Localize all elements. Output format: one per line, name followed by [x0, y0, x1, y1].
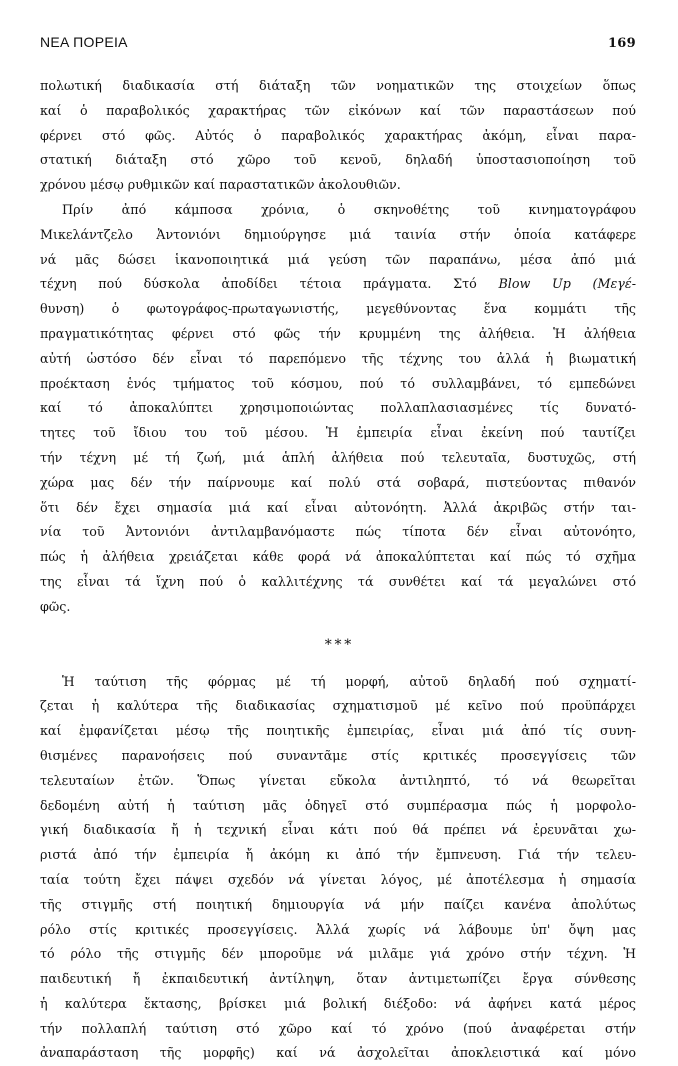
- text-line: ριστά ἀπό τήν ἐμπειρία ἤ ἀκόμη κι ἀπό τήν ἔμπνευση. Γιά τήν τελευ-: [40, 847, 636, 863]
- text-line: ταία τούτη ἔχει πάψει σχεδόν νά γίνεται λόγος, μέ ἀποτέλεσμα ἡ σημασία: [40, 871, 636, 887]
- book-page: [40, 34, 636, 1066]
- text-line: τελευταίων ἐτῶν. Ὅπως γίνεται εὔκολα ἀντιληπτό, τό νά θεωρεῖται: [40, 772, 636, 788]
- text-line: δεδομένη αὐτή ἡ ταύτιση μᾶς ὁδηγεῖ στό συμπέρασμα πώς ἡ μορφολο-: [40, 797, 636, 813]
- text-line: αὐτή ὡστόσο δέν εἶναι τό παρεπόμενο τῆς τέχνης του ἀλλά ἡ βιωματική: [40, 350, 636, 366]
- text-line: καί ὁ παραβολικός χαρακτήρας τῶν εἰκόνων καί τῶν παραστάσεων πού: [40, 102, 636, 118]
- text-line: ἡ καλύτερα ἔκτασης, βρίσκει μιά βολική διέξοδο: νά ἀφήνει κατά μέρος: [40, 995, 636, 1011]
- text-line: θυνση) ὁ φωτογράφος-πρωταγωνιστής, μεγεθύνοντας ἕνα κομμάτι τῆς: [40, 301, 636, 317]
- text-line: ρόλο στίς κριτικές προσεγγίσεις. Ἀλλά χωρίς νά λάβουμε ὑπ' ὄψη μας: [40, 921, 636, 937]
- body-text: [40, 74, 636, 1066]
- text-line: καί ἐμφανίζεται μέσῳ τῆς ποιητικῆς ἐμπειρίας, εἶναι μιά ἀπό τίς συνη-: [40, 723, 636, 739]
- text-line: τητες τοῦ ἴδιου του τοῦ μέσου. Ἡ ἐμπειρία εἶναι ἐκείνη πού ταυτίζει: [40, 425, 636, 441]
- text-line: προέκταση ἑνός τμήματος τοῦ κόσμου, πού τό συλλαμβάνει, τό εμπεδώνει: [40, 375, 636, 391]
- text-line: Ἡ ταύτιση τῆς φόρμας μέ τή μορφή, αὐτοῦ δηλαδή πού σχηματί-: [62, 673, 636, 689]
- text-line: [40, 272, 636, 297]
- text-line: τήν πολλαπλή ταύτιση στό χῶρο καί τό χρόνο (πού ἀναφέρεται στήν: [40, 1020, 636, 1036]
- text-line: Πρίν ἀπό κάμποσα χρόνια, ὁ σκηνοθέτης τοῦ κινηματογράφου: [62, 201, 636, 217]
- text-line: πολωτική διαδικασία στή διάταξη τῶν νοηματικῶν της στοιχείων ὅπως: [40, 78, 636, 93]
- text-line: Μικελάντζελο Ἀντονιόνι δημιούργησε μιά ταινία στήν ὁποία κατάφερε: [40, 226, 636, 242]
- text-line: τήν τέχνη μέ τή ζωή, μιά ἁπλή ἀλήθεια πού τελευταῖα, δυστυχῶς, στή: [40, 449, 636, 465]
- text-line: ζεται ἡ καλύτερα τῆς διαδικασίας σχηματισμοῦ μέ κεῖνο πού προϋπάρχει: [40, 698, 636, 714]
- text-line: πραγματικότητας φέρνει στό φῶς τήν κρυμμένη της ἀλήθεια. Ἡ ἀλήθεια: [40, 325, 636, 341]
- text-line: καί τό ἀποκαλύπτει χρησιμοποιώντας πολλαπλασιασμένες τίς δυνατό-: [40, 400, 636, 416]
- text-line: νά μᾶς δώσει ἱκανοποιητικά μιά γεύση τῶν παραπάνω, μέσα ἀπό μιά: [40, 251, 636, 267]
- text-line: χώρα μας δέν τήν παίρνουμε καί πολύ στά σοβαρά, πιστεύοντας πιθανόν: [40, 474, 636, 490]
- text-line: πώς ἡ ἀλήθεια χρειάζεται κάθε φορά νά ἀποκαλύπτεται καί πώς τό σχῆμα: [40, 549, 636, 565]
- running-header: [40, 34, 636, 62]
- section-separator: * * *: [324, 636, 352, 653]
- text-line: της εἶναι τά ἴχνη πού ὁ καλλιτέχνης τά συνθέτει καί τά μεγαλώνει στό: [40, 573, 636, 589]
- text-line: ἀναπαράσταση τῆς μορφῆς) καί νά ἀσχολεῖται ἀποκλειστικά καί μόνο: [40, 1045, 636, 1061]
- text-line: χρόνου μέσῳ ρυθμικῶν καί παραστατικῶν ἀκολουθιῶν.: [40, 177, 401, 193]
- text-line: ὅτι δέν ἔχει σημασία μιά καί εἶναι αὐτονόητη. Ἀλλά ἀκριβῶς στήν ται-: [40, 499, 636, 515]
- text-line: γική διαδικασία ἤ ἡ τεχνική εἶναι κάτι πού θά πρέπει νά ἐρευνᾶται χω-: [40, 822, 636, 838]
- text-segment: τέχνη πού δύσκολα ἀποδίδει τέτοια πράγματα. Στό: [40, 276, 499, 292]
- film-title: Blow Up (Μεγέ-: [498, 276, 636, 292]
- page-number: 169: [607, 36, 636, 51]
- running-title: ΝΕΑ ΠΟΡΕΙΑ: [40, 34, 128, 50]
- text-line: θισμένες παρανοήσεις πού συναντᾶμε στίς κριτικές προσεγγίσεις τῶν: [40, 747, 636, 763]
- text-line: τό ρόλο τῆς στιγμῆς δέν μποροῦμε νά μιλᾶμε γιά χρόνο στήν τέχνη. Ἡ: [40, 946, 636, 962]
- text-line: νία τοῦ Ἀντονιόνι ἀντιλαμβανόμαστε πώς τίποτα δέν εἶναι αὐτονόητο,: [40, 524, 636, 540]
- text-line: φέρνει στό φῶς. Αὐτός ὁ παραβολικός χαρακτήρας ἀκόμη, εἶναι παρα-: [40, 127, 636, 143]
- text-line: παιδευτική ἤ ἐκπαιδευτική ἀντίληψη, ὅταν ἀντιμετωπίζει ἔργα σύνθεσης: [40, 971, 636, 987]
- text-line: τῆς στιγμῆς στή ποιητική δημιουργία νά μήν παίζει κανένα ἀπολύτως: [40, 896, 636, 912]
- text-line: στατική διάταξη στό χῶρο τοῦ κενοῦ, δηλαδή ὑποστασιοποίηση τοῦ: [40, 152, 636, 168]
- text-line: φῶς.: [40, 598, 71, 614]
